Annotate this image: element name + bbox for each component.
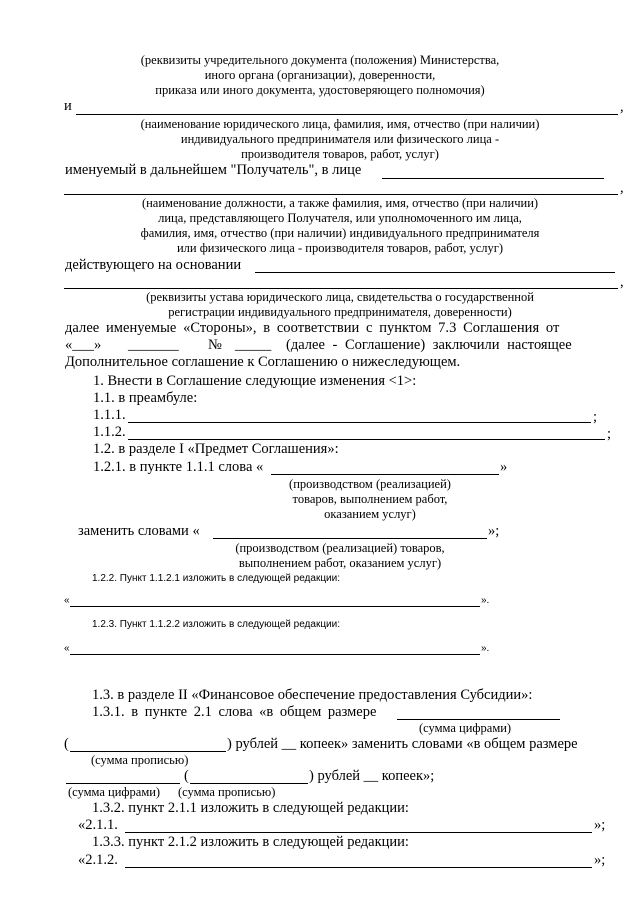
recipient-label: именуемый в дальнейшем "Получатель", в лице bbox=[65, 162, 362, 178]
basis-note-1: (реквизиты устава юридического лица, свидетельства о государственной bbox=[146, 290, 534, 304]
open-quote: « bbox=[64, 595, 70, 606]
sum-words-note-2: (сумма прописью) bbox=[178, 785, 276, 799]
rub-kop-text: ) рублей __ копеек» заменить словами «в общем размере bbox=[227, 736, 578, 752]
sum-words-blank-2[interactable] bbox=[190, 783, 308, 784]
item-2-1-1-blank[interactable] bbox=[125, 832, 592, 833]
rub-kop-text-2: ) рублей __ копеек»; bbox=[309, 768, 435, 784]
party-note-1: (наименование юридического лица, фамилия, имя, отчество (при наличии) bbox=[140, 117, 540, 131]
intro-line-2: (далее - Соглашение) заключили настоящее bbox=[286, 337, 572, 353]
close-quote-semicolon: »; bbox=[594, 817, 606, 833]
party-note-3: производителя товаров, работ, услуг) bbox=[241, 147, 439, 161]
item-1: 1. Внести в Соглашение следующие изменения <1>: bbox=[93, 373, 417, 389]
sum-digits-note-2: (сумма цифрами) bbox=[68, 785, 161, 799]
number-sign: № bbox=[208, 337, 222, 353]
party-name-blank[interactable] bbox=[76, 114, 618, 115]
semicolon: ; bbox=[607, 426, 612, 442]
close-quote-dot: ». bbox=[481, 643, 490, 654]
basis-blank-2[interactable] bbox=[64, 288, 618, 289]
close-quote-semicolon: »; bbox=[488, 523, 500, 539]
rep-note-4: или физического лица - производителя товаров, работ, услуг) bbox=[176, 241, 504, 255]
comma: , bbox=[620, 180, 624, 196]
agreement-date-blank[interactable]: _______ bbox=[128, 337, 179, 353]
party-note-2: индивидуального предпринимателя или физического лица - bbox=[180, 132, 500, 146]
sum-digits-blank-2[interactable] bbox=[66, 783, 180, 784]
item-1-1-2-blank[interactable] bbox=[128, 439, 605, 440]
representative-blank-2[interactable] bbox=[64, 194, 618, 195]
agreement-number-blank[interactable]: _____ bbox=[235, 337, 272, 353]
item-1-2-3-blank[interactable] bbox=[70, 654, 480, 655]
comma: , bbox=[620, 274, 624, 290]
item-1-3-2: 1.3.2. пункт 2.1.1 изложить в следующей редакции: bbox=[92, 800, 409, 816]
and-label: и bbox=[64, 98, 72, 114]
item-1-1-1: 1.1.1. bbox=[93, 407, 126, 423]
sum-digits-blank[interactable] bbox=[397, 719, 560, 720]
paren-open: ( bbox=[64, 736, 69, 752]
item-1-1-2: 1.1.2. bbox=[93, 424, 126, 440]
replace-blank[interactable] bbox=[213, 538, 487, 539]
semicolon: ; bbox=[593, 409, 598, 425]
item-1-2-2-blank[interactable] bbox=[70, 606, 480, 607]
item-1-1: 1.1. в преамбуле: bbox=[93, 390, 198, 406]
prod-note-2: товаров, выполнением работ, bbox=[292, 492, 448, 506]
item-1-3: 1.3. в разделе II «Финансовое обеспечение предоставления Субсидии»: bbox=[92, 687, 533, 703]
intro-line-3: Дополнительное соглашение к Соглашению о нижеследующем. bbox=[65, 354, 461, 370]
sum-digits-note: (сумма цифрами) bbox=[419, 721, 512, 735]
prod-note-1: (производством (реализацией) bbox=[289, 477, 451, 491]
prod2-note-2: выполнением работ, оказанием услуг) bbox=[238, 556, 442, 570]
item-2-1-2-label: «2.1.2. bbox=[78, 852, 118, 868]
item-2-1-2-blank[interactable] bbox=[125, 867, 592, 868]
sum-words-blank[interactable] bbox=[70, 751, 226, 752]
basis-note-2: регистрации индивидуального предпринимателя, доверенности) bbox=[168, 305, 512, 319]
intro-line-1: далее именуемые «Стороны», в соответствии с пунктом 7.3 Соглашения от bbox=[65, 320, 560, 336]
close-quote-semicolon: »; bbox=[594, 852, 606, 868]
basis-blank[interactable] bbox=[255, 272, 615, 273]
item-1-2-3: 1.2.3. Пункт 1.1.2.2 изложить в следующей редакции: bbox=[92, 619, 341, 630]
item-1-1-1-blank[interactable] bbox=[128, 422, 591, 423]
paren-open: ( bbox=[184, 768, 189, 784]
rep-note-1: (наименование должности, а также фамилия, имя, отчество (при наличии) bbox=[141, 196, 539, 210]
header-line-2: иного органа (организации), доверенности, bbox=[204, 68, 436, 82]
representative-blank[interactable] bbox=[382, 178, 604, 179]
close-quote: » bbox=[500, 459, 508, 475]
prod2-note-1: (производством (реализацией) товаров, bbox=[235, 541, 445, 555]
comma: , bbox=[620, 99, 624, 115]
item-1-2-2: 1.2.2. Пункт 1.1.2.1 изложить в следующей редакции: bbox=[92, 573, 341, 584]
replace-label: заменить словами « bbox=[78, 523, 200, 539]
prod-note-3: оказанием услуг) bbox=[324, 507, 416, 521]
basis-label: действующего на основании bbox=[65, 257, 242, 273]
item-1-3-1: 1.3.1. в пункте 2.1 слова «в общем размере bbox=[92, 704, 377, 720]
open-quote: « bbox=[64, 643, 70, 654]
rep-note-3: фамилия, имя, отчество (при наличии) индивидуального предпринимателя bbox=[140, 226, 540, 240]
item-1-2-1: 1.2.1. в пункте 1.1.1 слова « bbox=[93, 459, 264, 475]
item-1-2: 1.2. в разделе I «Предмет Соглашения»: bbox=[93, 441, 339, 457]
item-1-2-1-blank[interactable] bbox=[271, 474, 499, 475]
close-quote-dot: ». bbox=[481, 595, 490, 606]
header-line-1: (реквизиты учредительного документа (положения) Министерства, bbox=[140, 53, 500, 67]
item-1-3-3: 1.3.3. пункт 2.1.2 изложить в следующей редакции: bbox=[92, 834, 409, 850]
sum-words-note: (сумма прописью) bbox=[91, 753, 189, 767]
item-2-1-1-label: «2.1.1. bbox=[78, 817, 118, 833]
header-line-3: приказа или иного документа, удостоверяющего полномочия) bbox=[155, 83, 485, 97]
agreement-day[interactable]: «___» bbox=[65, 337, 102, 353]
rep-note-2: лица, представляющего Получателя, или уполномоченного им лица, bbox=[158, 211, 522, 225]
